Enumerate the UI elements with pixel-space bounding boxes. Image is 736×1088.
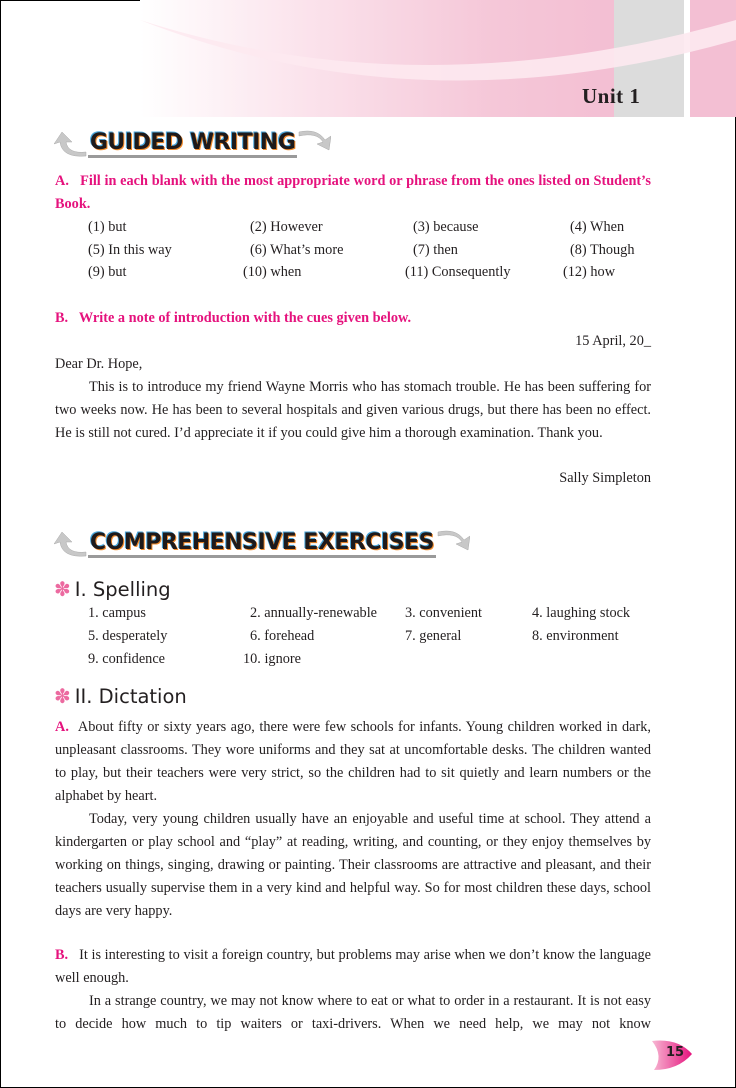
spelling-item: 4. laughing stock xyxy=(532,605,631,621)
spelling-heading: ✽ I. Spelling xyxy=(54,577,171,601)
spelling-item: 8. environment xyxy=(532,628,619,644)
curved-arrow-left-icon xyxy=(54,530,88,558)
answer-item: (3) because xyxy=(413,219,479,235)
section-heading-guided-writing: GUIDED WRITING xyxy=(54,130,331,158)
letter-signature: Sally Simpleton xyxy=(559,470,651,486)
answer-item: (9) but xyxy=(88,264,127,280)
spelling-item: 10. ignore xyxy=(243,651,301,667)
dictation-heading: ✽ II. Dictation xyxy=(54,684,187,708)
letter-body: This is to introduce my friend Wayne Morris who has stomach trouble. He has been suffering for two weeks now. He has been to several hospitals and given various drugs, but there has been no effect. He is still not cured. I’d appreciate it if you could give him a thorough examination. Thank you. xyxy=(55,379,651,441)
answer-item: (7) then xyxy=(413,242,458,258)
answer-item: (11) Consequently xyxy=(405,264,511,280)
dictation-b-paragraph-2: In a strange country, we may not know where to eat or what to order in a restaurant. It is not easy to decide how much to tip waiters or taxi-drivers. When we need help, we may not know xyxy=(55,993,651,1032)
page-number-badge xyxy=(650,1038,694,1077)
answer-item: (2) However xyxy=(250,219,323,235)
dictation-b-paragraph-1: B. It is interesting to visit a foreign country, but problems may arise when we don’t know the language well enough. xyxy=(55,947,651,986)
curved-arrow-left-icon xyxy=(54,130,88,158)
answer-item: (1) but xyxy=(88,219,127,235)
letter-salutation: Dear Dr. Hope, xyxy=(55,356,143,372)
section-heading-comprehensive-exercises: COMPREHENSIVE EXERCISES xyxy=(54,530,470,558)
flower-bullet-icon: ✽ xyxy=(54,684,71,708)
spelling-item: 5. desperately xyxy=(88,628,168,644)
spelling-item: 6. forehead xyxy=(250,628,315,644)
spelling-item: 3. convenient xyxy=(405,605,483,621)
spelling-item: 2. annually-renewable xyxy=(250,605,378,621)
curved-arrow-right-icon xyxy=(297,130,331,158)
answer-item: (6) What’s more xyxy=(250,242,344,258)
spelling-item: 9. confidence xyxy=(88,651,166,667)
answer-item: (10) when xyxy=(243,264,302,280)
flower-bullet-icon: ✽ xyxy=(54,577,71,601)
answer-item: (5) In this way xyxy=(88,242,172,258)
part-b-instruction: B. Write a note of introduction with the cues given below. xyxy=(55,310,412,326)
letter-date: 15 April, 20_ xyxy=(575,333,651,349)
dictation-a-paragraph-1: A. About fifty or sixty years ago, there were few schools for infants. Young children worked in dark, unpleasant classrooms. They wore uniforms and they sat at uncomfortable desks. The children wanted to play, but their teachers were very strict, so the children had to sit quietly and learn numbers or the alphabet by heart. xyxy=(55,719,651,804)
answer-item: (8) Though xyxy=(570,242,635,258)
unit-label: Unit 1 xyxy=(582,84,641,108)
answer-item: (12) how xyxy=(563,264,616,280)
part-a-instruction: A. Fill in each blank with the most appropriate word or phrase from the ones listed on Student’s Book. xyxy=(55,173,651,212)
dictation-a-paragraph-2: Today, very young children usually have an enjoyable and useful time at school. They attend a kindergarten or play school and “play” at reading, writing, and counting, or they enjoy themselves by working on things, singing, drawing or painting. Their classrooms are attractive and pleasant, and their teachers usually supervise them in a very kind and helpful way. So for most children these days, school days are very happy. xyxy=(55,811,651,919)
page-number: 15 xyxy=(666,1045,685,1060)
curved-arrow-right-icon xyxy=(436,530,470,558)
spelling-item: 1. campus xyxy=(88,605,146,621)
answer-item: (4) When xyxy=(570,219,625,235)
spelling-item: 7. general xyxy=(405,628,462,644)
